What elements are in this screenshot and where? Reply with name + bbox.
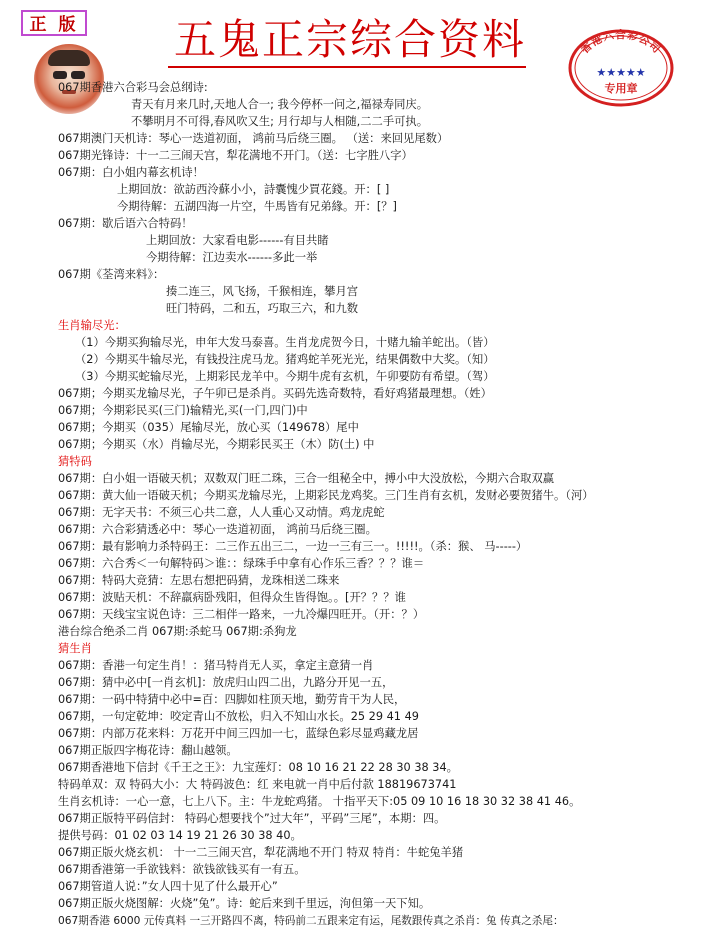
portrait-photo [34,44,104,114]
text-line: 067期：歇后语六合特码！ [58,217,193,230]
text-line: 067期澳门天机诗：琴心一迭道初面， 鸿前马后绕三圈。 （送：来回见尾数） [58,132,449,145]
text-line: （3）今期买蛇输尽光，上期彩民龙羊中。今期牛虎有玄机，午卯要防有希望。（驾） [75,370,495,383]
text-line: 067期香港地下信封《千王之王》：九宝莲灯：08 10 16 21 22 28 30 38 34。 [58,761,458,774]
text-line: 067期：香港一句定生肖！：猪马特肖无人买，拿定主意猜一肖 [58,659,374,672]
text-line: 067期：六合彩猜透必中：琴心一迭道初面， 鸿前马后绕三圈。 [58,523,377,536]
text-line: 上期回放：大家看电影------有目共睹 [146,234,329,247]
seal-sub-text: 专用章 [604,82,638,95]
seal-arc-text: 香港六合彩公司 [579,29,663,57]
text-line: 不攀明月不可得,春风吹又生; 月行却与人相随,二二手可执。 [131,115,429,128]
official-seal-stamp [566,27,676,109]
svg-text:香港六合彩公司 [578,28,663,56]
text-line: （2）今期买牛输尽光，有钱投注虎马龙。猪鸡蛇羊死光光，结果偶数中大奖。（知） [75,353,495,366]
text-line: 067期；今期彩民买(三门)输精光,买(一门,四门)中 [58,404,308,417]
text-line: 067期香港六合彩马会总纲诗: [58,81,208,94]
text-line: 提供号码：01 02 03 14 19 21 26 30 38 40。 [58,829,302,842]
text-line: 青天有月来几时,天地人合一; 我今停杯一问之,福禄寿同庆。 [131,98,429,111]
text-line: 067期：特码大竞猜：左思右想把码猜，龙珠相送二珠来 [58,574,340,587]
text-line: 067期《荃湾来料》： [58,268,165,281]
text-line: 067期：白小姐内幕玄机诗！ [58,166,204,179]
text-line: 067期；今期买龙输尽光，子午卯已是杀肖。买码先选奇数特，看好鸡猪最理想。（姓） [58,387,492,400]
text-line: 067期，一句定乾坤：咬定青山不放松，归入不知山水长。25 29 41 49 [58,710,419,723]
text-line: 今期待解：五湖四海一片空，牛馬皆有兄弟緣。开：[？] [117,200,397,213]
text-line: 今期待解：江边卖水------多此一举 [146,251,318,264]
text-line: 067期：猜中必中[一肖玄机]：放虎归山四二出，九路分开见一五， [58,676,394,689]
text-line: 067期：无字天书：不须三心共二意，人人重心又动情。鸡龙虎蛇 [58,506,385,519]
text-line: 067期；今期买（水）肖输尽光，今期彩民买王（木）防(土) 中 [58,438,375,451]
text-line: 067期香港 6000 元传真料 一三开路四不离，特码前二五跟来定有运，尾数跟传真之杀肖：兔 传真之杀尾： [58,915,564,927]
genuine-badge: 正 版 [21,10,87,36]
text-line: 067期：白小姐一语破天机；双数双门旺二珠，三合一组秘全中，搏小中大没放松，今期六合取双赢 [58,472,555,485]
text-line: 生肖玄机诗：一心一意，七上八下。主：牛龙蛇鸡猪。 十指平天下:05 09 10 16 18 30 32 38 41 46。 [58,795,581,808]
page-title: 五鬼正宗综合资料 [173,15,526,64]
text-line: 067期：波贴天机：不辞羸病卧残阳，但得众生皆得饱。。[开？？？谁 [58,591,406,604]
text-line: 067期：最有影响力杀特码王：二三作五出三二，一边一三有三一。!!!!!。（杀：猴、 马-----） [58,540,528,553]
text-line: 上期回放：欲訪西泠蘇小小，詩囊愧少買花錢。开：[ ] [117,183,390,196]
section-heading: 猜特码 [58,455,92,468]
text-line: 特码单双：双 特码大小：大 特码波色：红 来电就一肖中后付款 18819673741 [58,778,457,791]
section-heading: 生肖输尽光： [58,319,126,332]
text-line: 067期：内部万花来料：万花开中间三四加一七，蓝绿色彩尽显鸡藏龙居 [58,727,419,740]
text-line: 067期正版四字梅花诗：翻山越领。 [58,744,238,757]
text-line: 067期：六合秀＜一句解特码＞谁：：绿珠手中拿有心作乐三香？？？谁＝ [58,557,425,570]
text-line: （1）今期买狗输尽光，申年大发马泰喜。生肖龙虎贺今日，十赌九输羊蛇出。（皆） [75,336,495,349]
svg-text:★★★★★: ★★★★★ [596,66,646,79]
text-line: 067期光锋诗：十一二三闹天宫，犁花满地不开门。（送：七字胜八字） [58,149,413,162]
text-line: 067期正版火烧玄机： 十一二三闹天宫，犁花满地不开门 特双 特肖：牛蛇兔羊猪 [58,846,464,859]
text-line: 067期：黄大仙一语破天机；今期买龙输尽光，上期彩民龙鸡奖。三门生肖有玄机，发财必要贺猪牛。（河） [58,489,594,502]
text-line: 067期正版火烧图解：火烧”兔”。诗：蛇后来到千里远，泃但第一天下知。 [58,897,431,910]
text-line: 067期：天线宝宝说色诗：三二相伴一路来，一九冷爆四旺开。（开：？） [58,608,425,621]
title-underline [168,66,526,68]
section-heading: 猜生肖 [58,642,92,655]
text-line: 067期香港第一手欲钱料：欲钱欲钱买有一有五。 [58,863,306,876]
text-line: 揍二连三，风飞扬，千猴相连，攀月宫 [166,285,359,298]
text-line: 067期管道人说：”女人四十见了什么最开心” [58,880,278,893]
text-line: 067期；今期买（035）尾输尽光，放心买（149678）尾中 [58,421,359,434]
text-line: 067期正版特平码信封： 特码心想要找个”过大年”，平码”三尾”，本期：四。 [58,812,446,825]
text-line: 旺门特码，二和五，巧取三六，和九数 [166,302,359,315]
text-line: 港台综合绝杀二肖 067期:杀蛇马 067期:杀狗龙 [58,625,297,638]
text-line: 067期：一码中特猜中必中=百：四脚如柱顶天地，勤劳肯干为人民， [58,693,406,706]
